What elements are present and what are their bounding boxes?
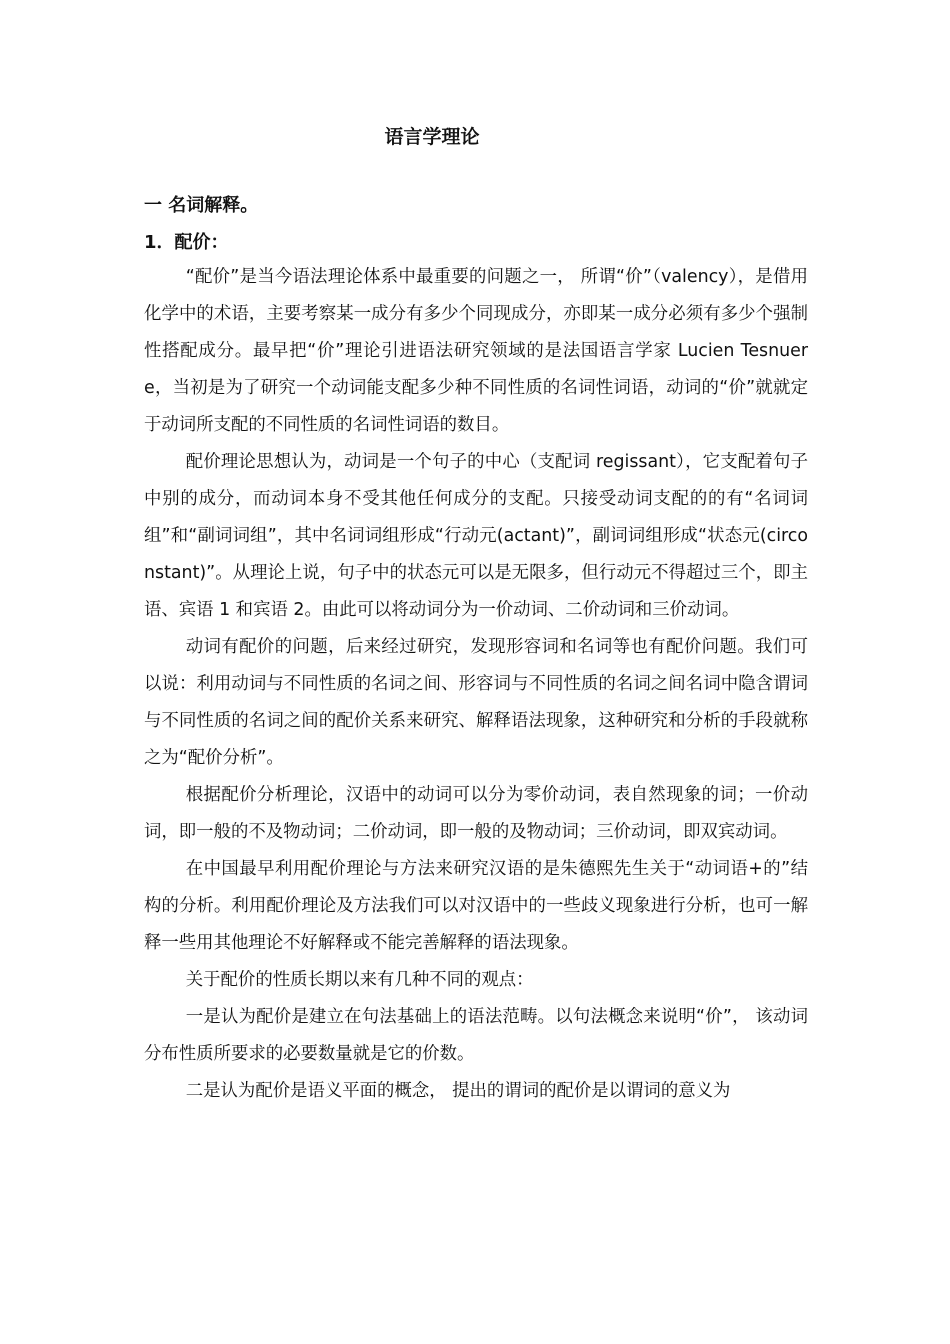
paragraph: 动词有配价的问题，后来经过研究，发现形容词和名词等也有配价问题。我们可以说：利用动词与不同性质的名词之间、形容词与不同性质的名词之间名词中隐含谓词与不同性质的名词之间的配价关系来研究、解释语法现象，这种研究和分析的手段就称之为“配价分析”。 — [144, 637, 808, 768]
paragraph: 配价理论思想认为，动词是一个句子的中心（支配词 regissant），它支配着句子中别的成分，而动词本身不受其他任何成分的支配。只接受动词支配的的有“名词词组”和“副词词组”，其中名词词组形成“行动元(actant)”，副词词组形成“状态元(circonstant)”。从理论上说，句子中的状态元可以是无限多，但行动元不得超过三个，即主语、宾语 1 和宾语 2。由此可以将动词分为一价动词、二价动词和三价动词。 — [144, 452, 808, 620]
document-title: 语言学理论 — [384, 126, 480, 148]
body-text — [144, 259, 808, 1110]
section-heading: 一 名词解释。 — [144, 195, 259, 216]
paragraph: “配价”是当今语法理论体系中最重要的问题之一， 所谓“价”（valency），是借用化学中的术语，主要考察某一成分有多少个同现成分，亦即某一成分必须有多少个强制性搭配成分。最早把“价”理论引进语法研究领域的是法国语言学家 Lucien Tesnuere，当初是为了研究一个动词能支配多少种不同性质的名词性词语，动词的“价”就就定于动词所支配的不同性质的名词性词语的数目。 — [144, 267, 808, 435]
paragraph: 关于配价的性质长期以来有几种不同的观点： — [185, 970, 534, 990]
paragraph: 二是认为配价是语义平面的概念， 提出的谓词的配价是以谓词的意义为 — [185, 1081, 731, 1101]
paragraph: 一是认为配价是建立在句法基础上的语法范畴。以句法概念来说明“价”， 该动词分布性质所要求的必要数量就是它的价数。 — [144, 1007, 808, 1064]
paragraph: 根据配价分析理论，汉语中的动词可以分为零价动词，表自然现象的词；一价动词，即一般的不及物动词；二价动词，即一般的及物动词；三价动词，即双宾动词。 — [144, 785, 808, 842]
paragraph: 在中国最早利用配价理论与方法来研究汉语的是朱德熙先生关于“动词语+的”结构的分析。利用配价理论及方法我们可以对汉语中的一些歧义现象进行分析，也可一解释一些用其他理论不好解释或不能完善解释的语法现象。 — [144, 859, 808, 953]
term-heading: 1．配价： — [144, 232, 229, 253]
